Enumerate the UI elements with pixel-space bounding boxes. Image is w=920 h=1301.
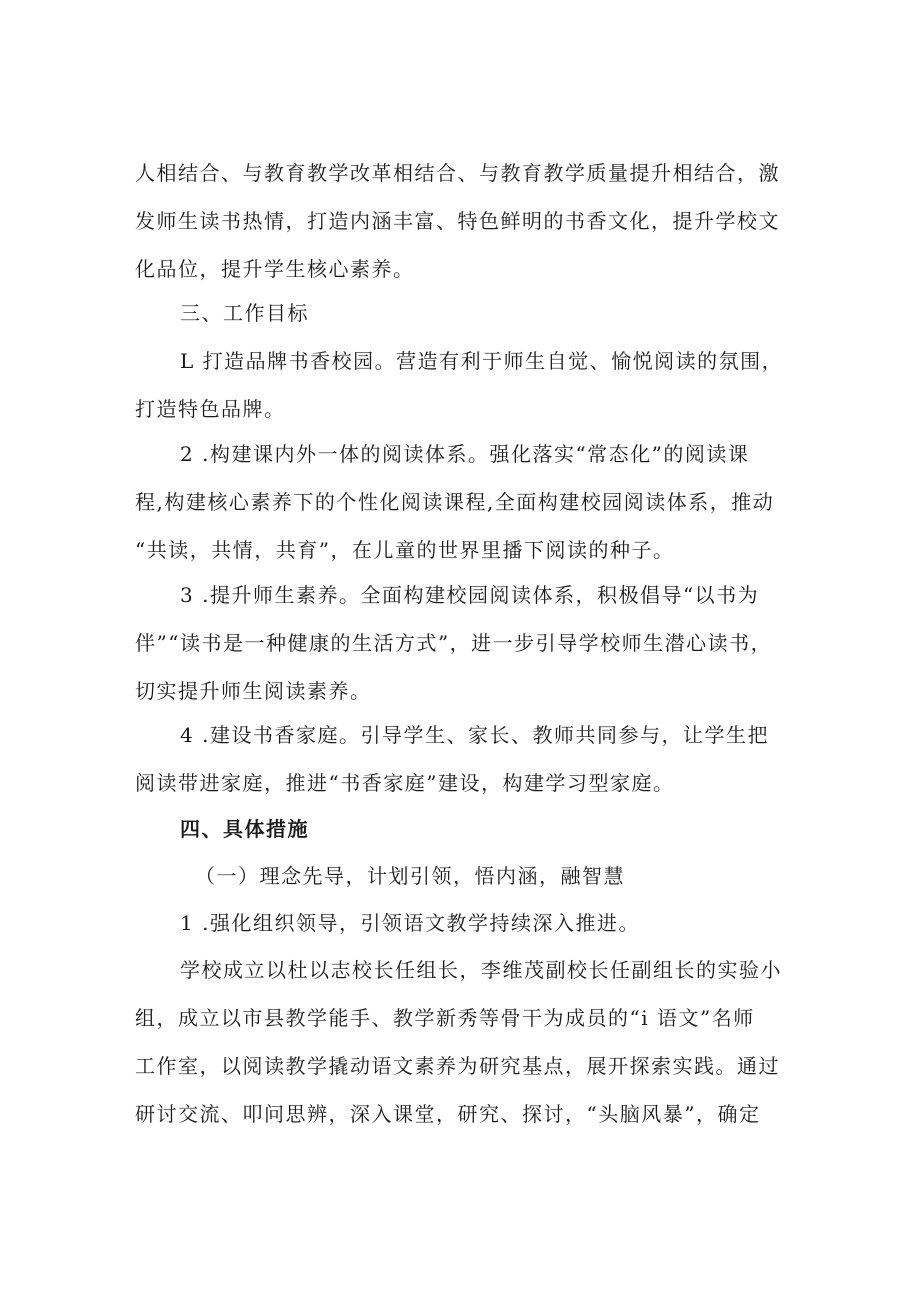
paragraph-line: 切实提升师生阅读素养。: [135, 679, 372, 703]
goal-item-2: 2 .构建课内外一体的阅读体系。强化落实“常态化”的阅读课: [180, 442, 750, 466]
measure-item-1: 1 .强化组织领导，引领语文教学持续深入推进。: [180, 911, 640, 935]
section-heading-measures: 四、具体措施: [180, 817, 309, 841]
paragraph-line: 工作室，以阅读教学撬动语文素养为研究基点，展开探索实践。通过: [135, 1054, 780, 1078]
paragraph-line: 研讨交流、叩问思辨，深入课堂，研究、探讨，“头脑风暴”，确定: [135, 1102, 761, 1126]
paragraph-line: 打造特色品牌。: [135, 397, 286, 421]
paragraph-line: 阅读带进家庭，推进“书香家庭”建设，构建学习型家庭。: [135, 771, 675, 795]
section-heading-goals: 三、工作目标: [180, 301, 309, 325]
paragraph-line: “共读，共情，共育”，在儿童的世界里播下阅读的种子。: [135, 538, 675, 562]
paragraph-line: 人相结合、与教育教学改革相结合、与教育教学质量提升相结合，激: [135, 161, 780, 185]
paragraph-line: 发师生读书热情，打造内涵丰富、特色鲜明的书香文化，提升学校文: [135, 209, 780, 233]
paragraph-line: 学校成立以杜以志校长任组长，李维茂副校长任副组长的实验小: [180, 958, 782, 982]
subsection-heading: （一）理念先导，计划引领，悟内涵，融智慧: [195, 864, 625, 888]
goal-item-4: 4 .建设书香家庭。引导学生、家长、教师共同参与，让学生把: [180, 723, 769, 747]
paragraph-line: 组，成立以市县教学能手、教学新秀等骨干为成员的“i 语文”名师: [135, 1006, 755, 1030]
goal-item-1: L 打造品牌书香校园。营造有利于师生自觉、愉悦阅读的氛围，: [180, 349, 784, 373]
paragraph-line: 化品位，提升学生核心素养。: [135, 257, 415, 281]
goal-item-3: 3 .提升师生素养。全面构建校园阅读体系，积极倡导“以书为: [180, 583, 760, 607]
paragraph-line: 伴”“读书是一种健康的生活方式”，进一步引导学校师生潜心读书，: [135, 631, 773, 655]
paragraph-line: 程,构建核心素养下的个性化阅读课程,全面构建校园阅读体系，推动: [135, 490, 775, 514]
